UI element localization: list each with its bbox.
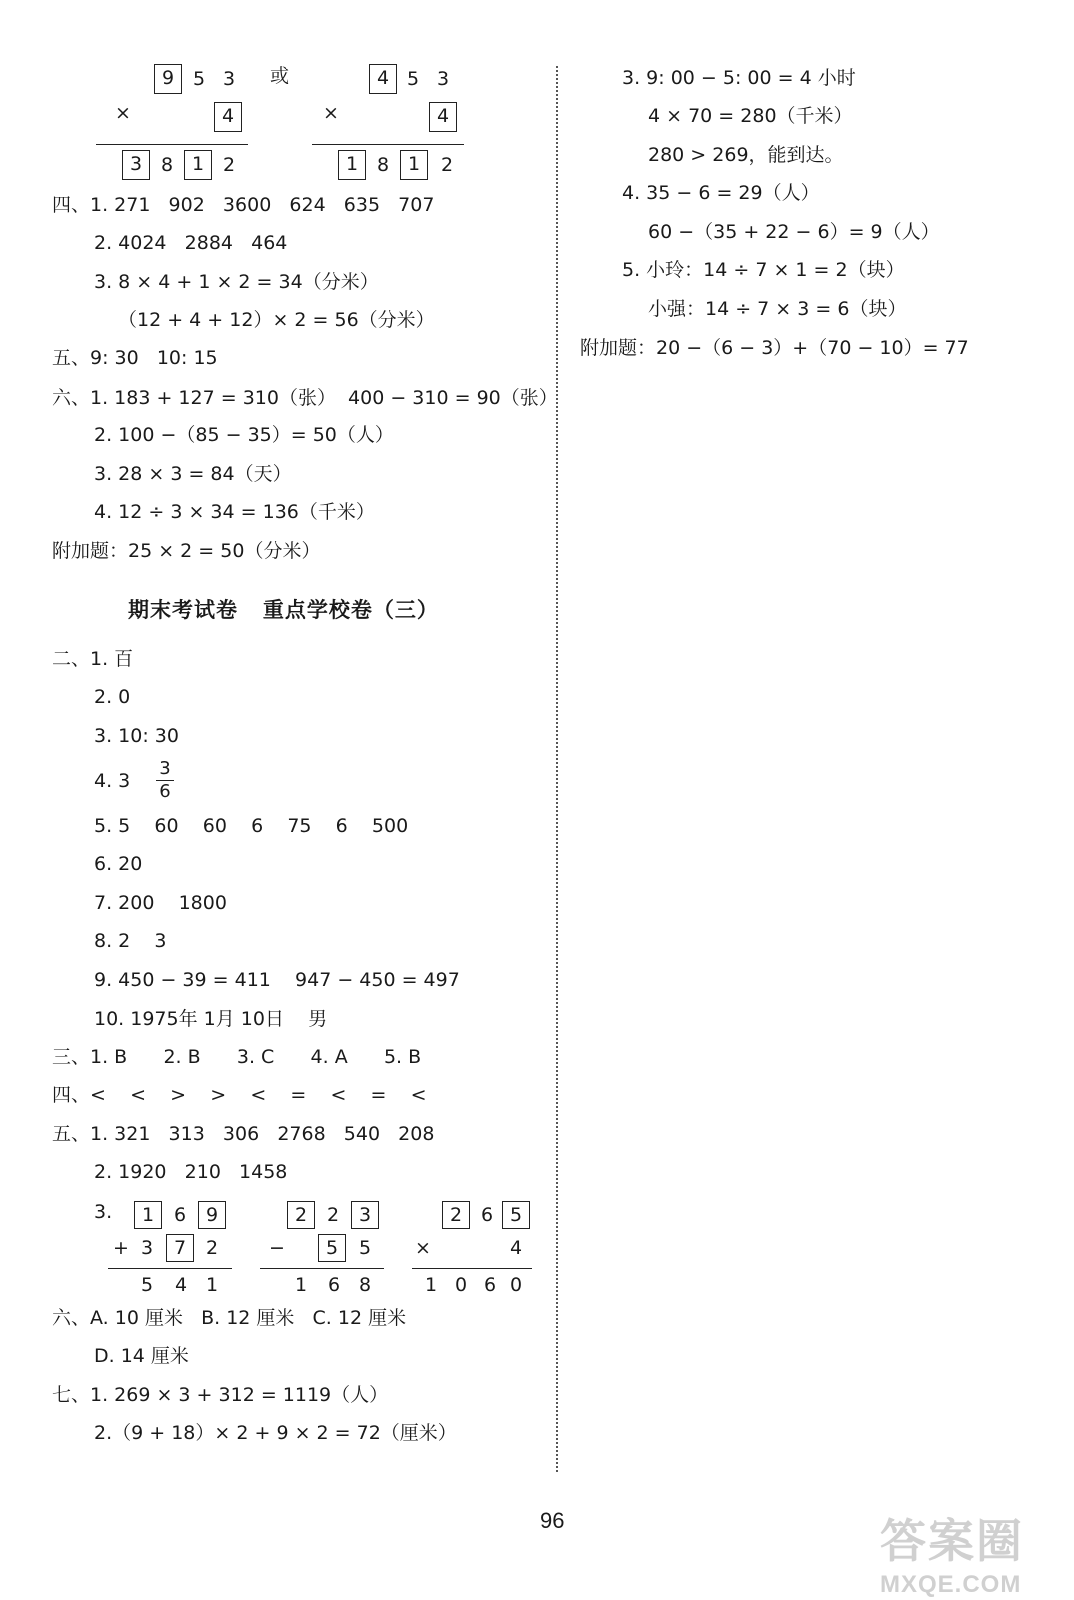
answer-line: 3. 10: 30 [94, 725, 179, 747]
result-line [312, 144, 464, 145]
answer-line: 七、1. 269 × 3 + 312 = 1119（人） [52, 1384, 389, 1406]
answer-line: 二、1. 百 [52, 648, 134, 670]
column-divider [556, 66, 558, 1472]
page-number: 96 [540, 1508, 565, 1533]
digit: 5 [358, 1237, 372, 1259]
digit: 8 [376, 154, 390, 176]
plus-sign: + [113, 1237, 129, 1259]
answer-line: 6. 20 [94, 853, 143, 875]
digit: 1 [294, 1274, 308, 1296]
answer-line: 3. [94, 1201, 113, 1223]
answer-line: 10. 1975年 1月 10日 男 [94, 1008, 328, 1030]
times-sign: × [415, 1237, 431, 1259]
result-line [108, 1268, 232, 1269]
answer-line: 4. 12 ÷ 3 × 34 = 136（千米） [94, 501, 375, 523]
answer-box: 2 [442, 1201, 470, 1229]
answer-line: 四、1. 271 902 3600 624 635 707 [52, 194, 435, 216]
digit: 3 [140, 1237, 154, 1259]
digit: 6 [327, 1274, 341, 1296]
answer-line: 五、9: 30 10: 15 [52, 347, 218, 369]
answer-line: 2. 4024 2884 464 [94, 232, 288, 254]
digit: 4 [509, 1237, 523, 1259]
digit: 0 [509, 1274, 523, 1296]
digit: 6 [480, 1204, 494, 1226]
answer-box: 4 [429, 102, 457, 132]
answer-box: 3 [351, 1201, 379, 1229]
answer-box: 1 [400, 150, 428, 180]
answer-box: 1 [134, 1201, 162, 1229]
digit: 4 [174, 1274, 188, 1296]
digit: 1 [424, 1274, 438, 1296]
digit: 6 [483, 1274, 497, 1296]
watermark-url: MXQE.COM [880, 1571, 1022, 1598]
times-sign: × [323, 102, 339, 124]
answer-line: 5. 小玲：14 ÷ 7 × 1 = 2（块） [622, 259, 905, 281]
digit: 2 [205, 1237, 219, 1259]
answer-box: 1 [184, 150, 212, 180]
digit: 2 [326, 1204, 340, 1226]
answer-line: D. 14 厘米 [94, 1345, 189, 1367]
answer-line: 六、A. 10 厘米 B. 12 厘米 C. 12 厘米 [52, 1307, 407, 1329]
answer-line: 4. 3 [94, 770, 131, 792]
answer-line: 小强：14 ÷ 7 × 3 = 6（块） [648, 298, 907, 320]
answer-line: 8. 2 3 [94, 930, 167, 952]
answer-box: 4 [214, 102, 242, 132]
fraction-numerator: 3 [159, 758, 171, 779]
answer-line: 六、1. 183 + 127 = 310（张） 400 − 310 = 90（张） [52, 387, 558, 409]
digit: 6 [173, 1204, 187, 1226]
answer-line: （12 + 4 + 12）× 2 = 56（分米） [118, 309, 435, 331]
digit: 3 [436, 68, 450, 90]
result-line [96, 144, 248, 145]
or-label: 或 [270, 65, 290, 87]
digit: 2 [440, 154, 454, 176]
digit: 3 [222, 68, 236, 90]
answer-line: 五、1. 321 313 306 2768 540 208 [52, 1123, 435, 1145]
answer-line: 3. 8 × 4 + 1 × 2 = 34（分米） [94, 271, 379, 293]
section-title: 期末考试卷 重点学校卷（三） [128, 598, 439, 622]
result-line [260, 1268, 384, 1269]
answer-line: 2. 1920 210 1458 [94, 1161, 288, 1183]
minus-sign: − [269, 1237, 285, 1259]
answer-line: 四、< < > > < = < = < [52, 1084, 427, 1106]
answer-line: 280 > 269，能到达。 [648, 144, 844, 166]
digit: 5 [140, 1274, 154, 1296]
answer-line: 附加题：20 −（6 − 3）+（70 − 10）= 77 [580, 337, 969, 359]
answer-box: 9 [198, 1201, 226, 1229]
watermark-text: 答案圈 [880, 1515, 1024, 1567]
answer-line: 7. 200 1800 [94, 892, 227, 914]
result-line [412, 1268, 532, 1269]
answer-box: 2 [287, 1201, 315, 1229]
answer-line: 2. 0 [94, 686, 131, 708]
answer-line: 3. 28 × 3 = 84（天） [94, 463, 292, 485]
digit: 1 [205, 1274, 219, 1296]
answer-line: 5. 5 60 60 6 75 6 500 [94, 815, 409, 837]
fraction [154, 758, 176, 803]
answer-box: 9 [154, 64, 182, 94]
answer-line: 三、1. B 2. B 3. C 4. A 5. B [52, 1046, 422, 1068]
answer-line: 2.（9 + 18）× 2 + 9 × 2 = 72（厘米） [94, 1422, 457, 1444]
answer-box: 1 [338, 150, 366, 180]
answer-box: 3 [122, 150, 150, 180]
answer-box: 7 [166, 1234, 194, 1262]
answer-line: 60 −（35 + 22 − 6）= 9（人） [648, 221, 940, 243]
answer-box: 5 [318, 1234, 346, 1262]
digit: 8 [358, 1274, 372, 1296]
answer-box: 5 [502, 1201, 530, 1229]
answer-line: 附加题：25 × 2 = 50（分米） [52, 540, 321, 562]
watermark-logo [880, 1505, 1070, 1598]
answer-box: 4 [369, 64, 397, 94]
answer-line: 4 × 70 = 280（千米） [648, 105, 853, 127]
fraction-denominator: 6 [159, 781, 171, 802]
answer-line: 3. 9: 00 − 5: 00 = 4 小时 [622, 67, 856, 89]
answer-line: 9. 450 − 39 = 411 947 − 450 = 497 [94, 969, 460, 991]
digit: 0 [454, 1274, 468, 1296]
answer-line: 4. 35 − 6 = 29（人） [622, 182, 820, 204]
times-sign: × [115, 102, 131, 124]
digit: 2 [222, 154, 236, 176]
digit: 5 [192, 68, 206, 90]
answer-line: 2. 100 −（85 − 35）= 50（人） [94, 424, 394, 446]
digit: 5 [406, 68, 420, 90]
digit: 8 [160, 154, 174, 176]
